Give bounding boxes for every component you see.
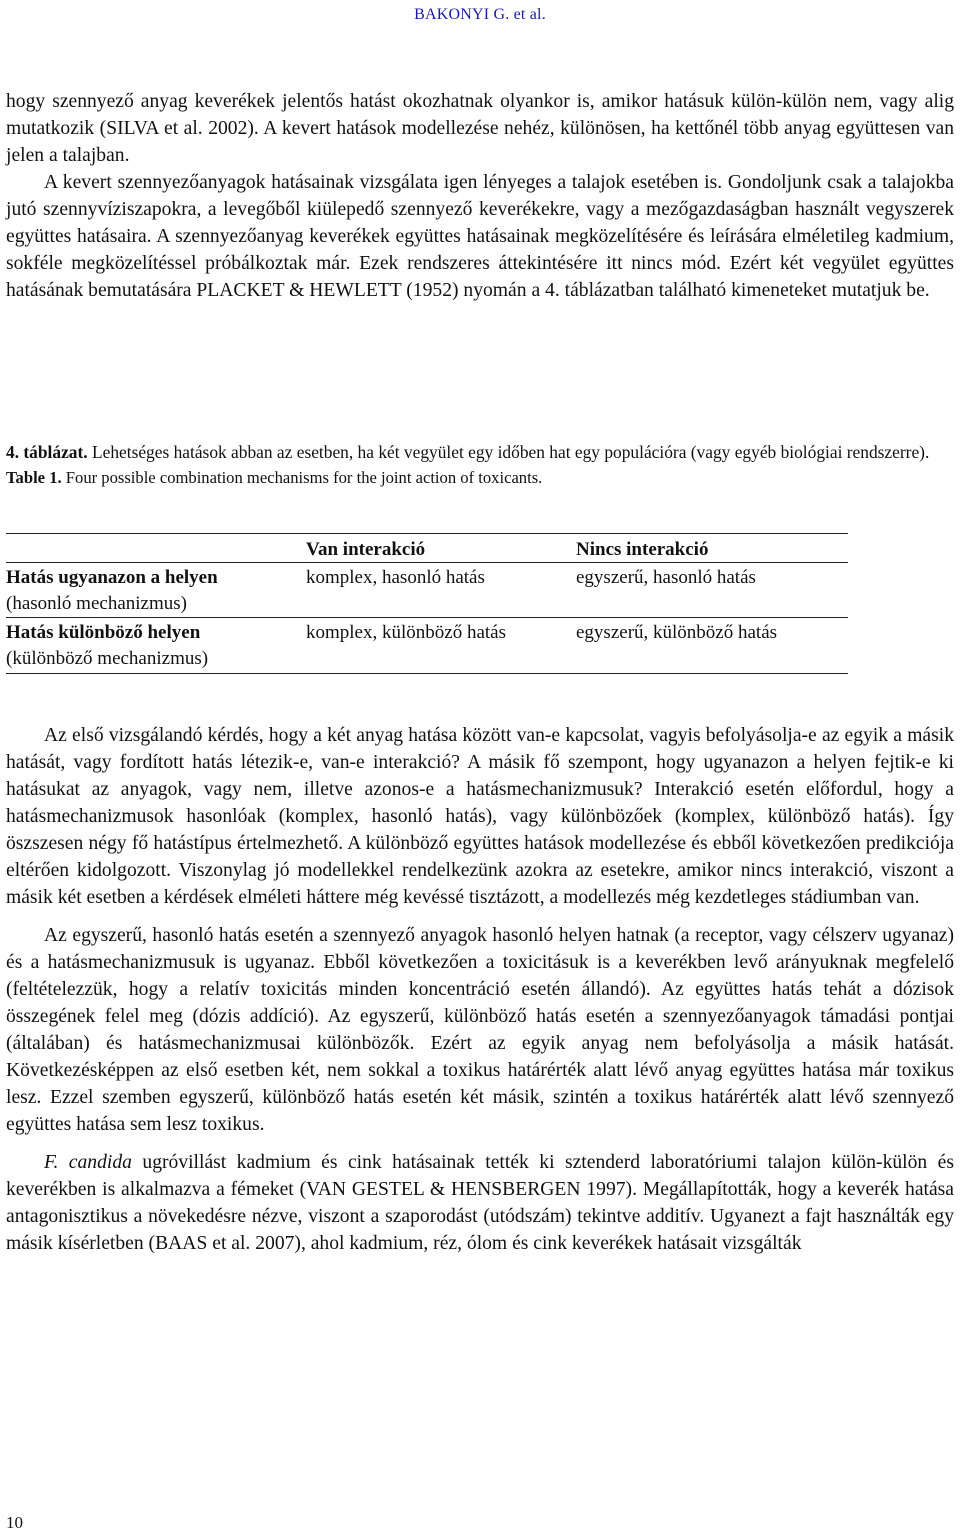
- table-bottom-rule: [6, 673, 848, 674]
- row-sublabel-same-site: (hasonló mechanizmus): [6, 593, 187, 614]
- col-header-interaction: Van interakció: [306, 539, 426, 560]
- col-header-no-interaction: Nincs interakció: [576, 539, 709, 560]
- paragraph-simple-similar: Az egyszerű, hasonló hatás esetén a szennyező anyagok hasonló helyen hatnak (a receptor, vagy célszerv ugyanaz) és a hatásmechanizmusuk is ugyanaz. Ebből következően a toxicitásuk is a keverékben levő arányuknak megfelelő (feltételezzük, hogy a relatív toxicitás minden koncentráció esetén állandó). Az együttes hatás tehát a dózisok összegének felel meg (dózis addíció). Az egyszerű, különböző hatás esetén a szennyezőanyagok támadási pontjai (általában) és hatásmechanizmusai különbözők. Ezért az egyik anyag nem befolyásolja a másik hatását. Következésképpen az első esetben két, nem sokkal a toxikus határérték alatt lévő anyag együttes hatása már toxikus lesz. Ezzel szemben egyszerű, különböző hatás esetén két másik, szintén a toxikus határérték alatt lévő szennyező együttes hatása sem lesz toxikus.: [6, 925, 954, 1135]
- species-name: F. candida: [44, 1152, 132, 1173]
- table-row-rule: [6, 617, 848, 618]
- caption-english: [6, 466, 954, 490]
- table-top-rule: [6, 533, 848, 534]
- table-caption: [6, 440, 954, 490]
- table-cell: komplex, különböző hatás: [306, 622, 506, 643]
- table-cell: egyszerű, különböző hatás: [576, 622, 778, 643]
- paragraph-mixed-pollutants: A kevert szennyezőanyagok hatásainak vizsgálata igen lényeges a talajok esetében is. Gondoljunk csak a talajokba jutó szennyvíziszapokra, a levegőből kiülepedő szennyező keverékekre, vagy a mezőgazdaságban használt vegyszerek együttes hatásaira. A szennyezőanyag keverékek együttes hatásainak megközelítésére és leírására elméletileg kadmium, sokféle megközelítéssel próbálkoztak már. Ezek rendszeres áttekintésére itt nincs mód. Ezért két vegyület együttes hatásának bemutatására PLACKET & HEWLETT (1952) nyomán a 4. táblázatban található kimeneteket mutatjuk be.: [6, 172, 954, 301]
- row-label-same-site: Hatás ugyanazon a helyen: [6, 567, 218, 588]
- paragraph-question: Az első vizsgálandó kérdés, hogy a két anyag hatása között van-e kapcsolat, vagyis befolyásolja-e az egyik a másik hatását, vagy fordított hatás létezik-e, van-e interakció? A másik fő szempont, hogy ugyanazon a helyen fejtik-e ki hatásukat az anyagok, vagy nem, illetve azonos-e a hatásmechanizmusuk? Interakció esetén előfordul, hogy a hatásmechanizmusok hasonlóak (komplex, hasonló hatás), vagy különbözőek (komplex, különböző hatás). Így öszszesen négy fő hatástípus értelmezhető. A különböző együttes hatások modellezése és ebből következően predikciója eltérően kidolgozott. Viszonylag jó modellekkel rendelkezünk azokra az esetekre, amikor nincs interakció, viszont a másik két esetben a kérdések elméleti háttere még kevéssé tisztázott, a modellezés még kezdetleges stádiumban van.: [6, 725, 954, 908]
- paragraph-folsomia: [6, 1149, 954, 1257]
- caption-hu-label: 4. táblázat.: [6, 442, 88, 462]
- caption-hu-text: Lehetséges hatások abban az esetben, ha két vegyület egy időben hat egy populációra (vagy egyéb biológiai rendszerre).: [87, 442, 930, 462]
- caption-en-label: Table 1.: [6, 468, 62, 487]
- caption-en-text: Four possible combination mechanisms for the joint action of toxicants.: [61, 468, 543, 487]
- intro-paragraph: hogy szennyező anyag keverékek jelentős hatást okozhatnak olyankor is, amikor hatásuk külön-külön nem, vagy alig mutatkozik (SILVA et al. 2002). A kevert hatások modellezése nehéz, különösen, ha kettőnél több anyag együttesen van jelen a talajban.: [6, 91, 954, 166]
- table-cell: komplex, hasonló hatás: [306, 567, 485, 588]
- caption-hungarian: [6, 440, 954, 464]
- row-label-different-site: Hatás különböző helyen: [6, 622, 201, 643]
- running-header: BAKONYI G. et al.: [414, 6, 546, 23]
- table-header-rule: [6, 562, 848, 563]
- row-sublabel-different-site: (különböző mechanizmus): [6, 648, 209, 669]
- paragraph-folsomia-text: ugróvillást kadmium és cink hatásainak tették ki sztenderd laboratóriumi talajon külön-külön és keverékben is alkalmazva a fémeket (VAN GESTEL & HENSBERGEN 1997). Megállapították, hogy a keverék hatása antagonisztikus a növekedésre nézve, viszont a szaporodást (utódszám) tekintve additív. Ugyanezt a fajt használták egy másik kísérletben (BAAS et al. 2007), ahol kadmium, réz, ólom és cink keverékek hatásait vizsgálták: [6, 1152, 954, 1254]
- table-cell: egyszerű, hasonló hatás: [576, 567, 756, 588]
- body-section: [6, 722, 954, 1257]
- intro-section: [6, 88, 954, 304]
- page-number: 10: [6, 1513, 23, 1532]
